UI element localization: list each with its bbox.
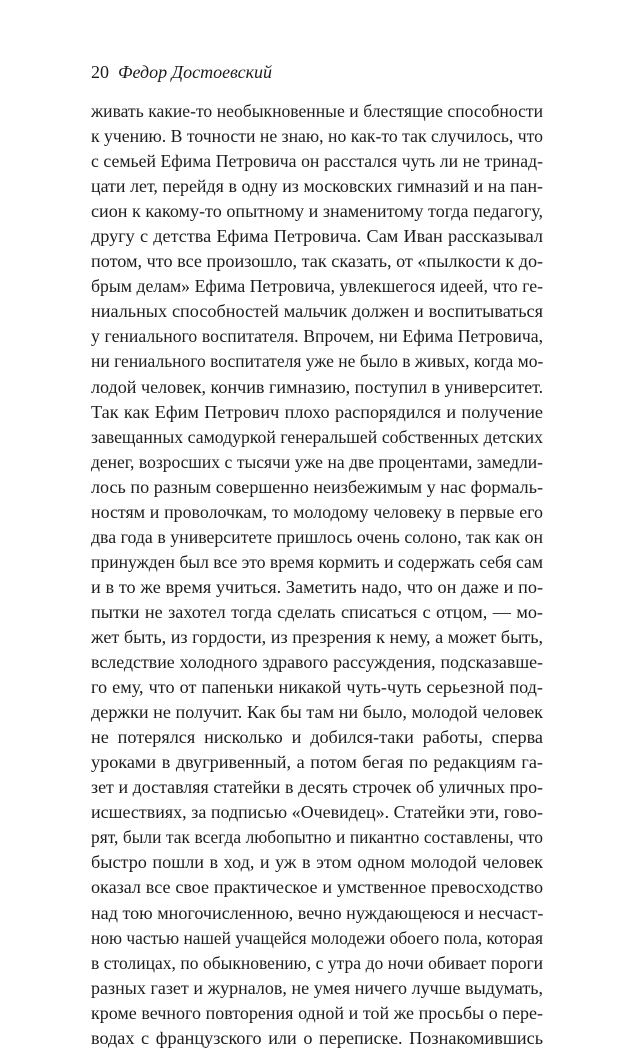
text-line: принужден был все это время кормить и содержать себя сам [91, 551, 543, 572]
text-line: к учению. В точности не знаю, но как-то так случилось, что [91, 126, 543, 147]
text-line: другу с детства Ефима Петровича. Сам Иван рассказывал [91, 226, 543, 247]
body-text [91, 99, 543, 1051]
text-line: в столицах, по обыкновению, с утра до ночи обивает пороги [91, 952, 543, 973]
text-line: ниальных способностей мальчик должен и воспитываться [91, 301, 543, 322]
running-head [91, 60, 272, 84]
text-line: Так как Ефим Петрович плохо распорядился и получение [91, 401, 543, 422]
page-number: 20 [91, 62, 109, 82]
text-line: вследствие холодного здравого рассуждения, подсказавше- [91, 652, 543, 673]
text-line: го ему, что от папеньки никакой чуть-чуть серьезной под- [91, 677, 543, 698]
text-line: завещанных самодуркой генеральшей собственных детских [91, 426, 543, 447]
text-line: исшествиях, за подписью «Очевидец». Статейки эти, гово- [91, 802, 543, 823]
text-line: быстро пошли в ход, и уж в этом одном молодой человек [91, 852, 543, 873]
text-line: уроками в двугривенный, а потом бегая по редакциям га- [91, 752, 543, 773]
text-line: разных газет и журналов, не умея ничего лучше выдумать, [91, 977, 543, 998]
text-line: брым делам» Ефима Петровича, увлекшегося идеей, что ге- [91, 276, 543, 297]
text-line: жет быть, из гордости, из презрения к нему, а может быть, [91, 626, 544, 647]
text-line: ни гениального воспитателя уже не было в живых, когда мо- [91, 351, 544, 372]
text-line: сион к какому-то опытному и знаменитому тогда педагогу, [91, 201, 543, 222]
text-line: ностям и проволочкам, то молодому человеку в первые его [91, 501, 543, 522]
text-line: не потерялся нисколько и добился-таки работы, сперва [91, 727, 543, 748]
text-line: ною частью нашей учащейся молодежи обоего пола, которая [91, 927, 543, 948]
text-line: над тою многочисленною, вечно нуждающеюся и несчаст- [91, 902, 544, 923]
text-line: держки не получит. Как бы там ни было, молодой человек [91, 702, 543, 723]
text-line: рят, были так всегда любопытно и пикантно составлены, что [91, 827, 543, 848]
text-line: оказал все свое практическое и умственное превосходство [91, 877, 543, 898]
text-line: и в то же время учиться. Заметить надо, что он даже и по- [91, 576, 543, 597]
text-line: потом, что все произошло, так сказать, от «пылкости к до- [91, 251, 544, 272]
text-line: цати лет, перейдя в одну из московских гимназий и на пан- [91, 176, 543, 197]
text-line: кроме вечного повторения одной и той же просьбы о пере- [91, 1002, 543, 1023]
running-head-author: Федор Достоевский [118, 62, 273, 82]
text-line: живать какие-то необыкновенные и блестящие способности [91, 101, 543, 121]
text-line: водах с французского или о переписке. Познакомившись [91, 1027, 543, 1048]
text-line: лось по разным совершенно неизбежимым у нас формаль- [91, 476, 543, 497]
text-line: у гениального воспитателя. Впрочем, ни Ефима Петровича, [91, 326, 543, 347]
text-line: денег, возросших с тысячи уже на две процентами, замедли- [91, 451, 543, 472]
text-line: пытки не захотел тогда сделать списаться с отцом, — мо- [91, 601, 543, 622]
text-line: с семьей Ефима Петровича он расстался чуть ли не тринад- [91, 151, 543, 172]
text-line: зет и доставляя статейки в десять строчек об уличных про- [91, 777, 543, 798]
text-line: лодой человек, кончив гимназию, поступил в университет. [91, 376, 544, 397]
text-line: два года в университете пришлось очень солоно, так как он [91, 526, 543, 547]
